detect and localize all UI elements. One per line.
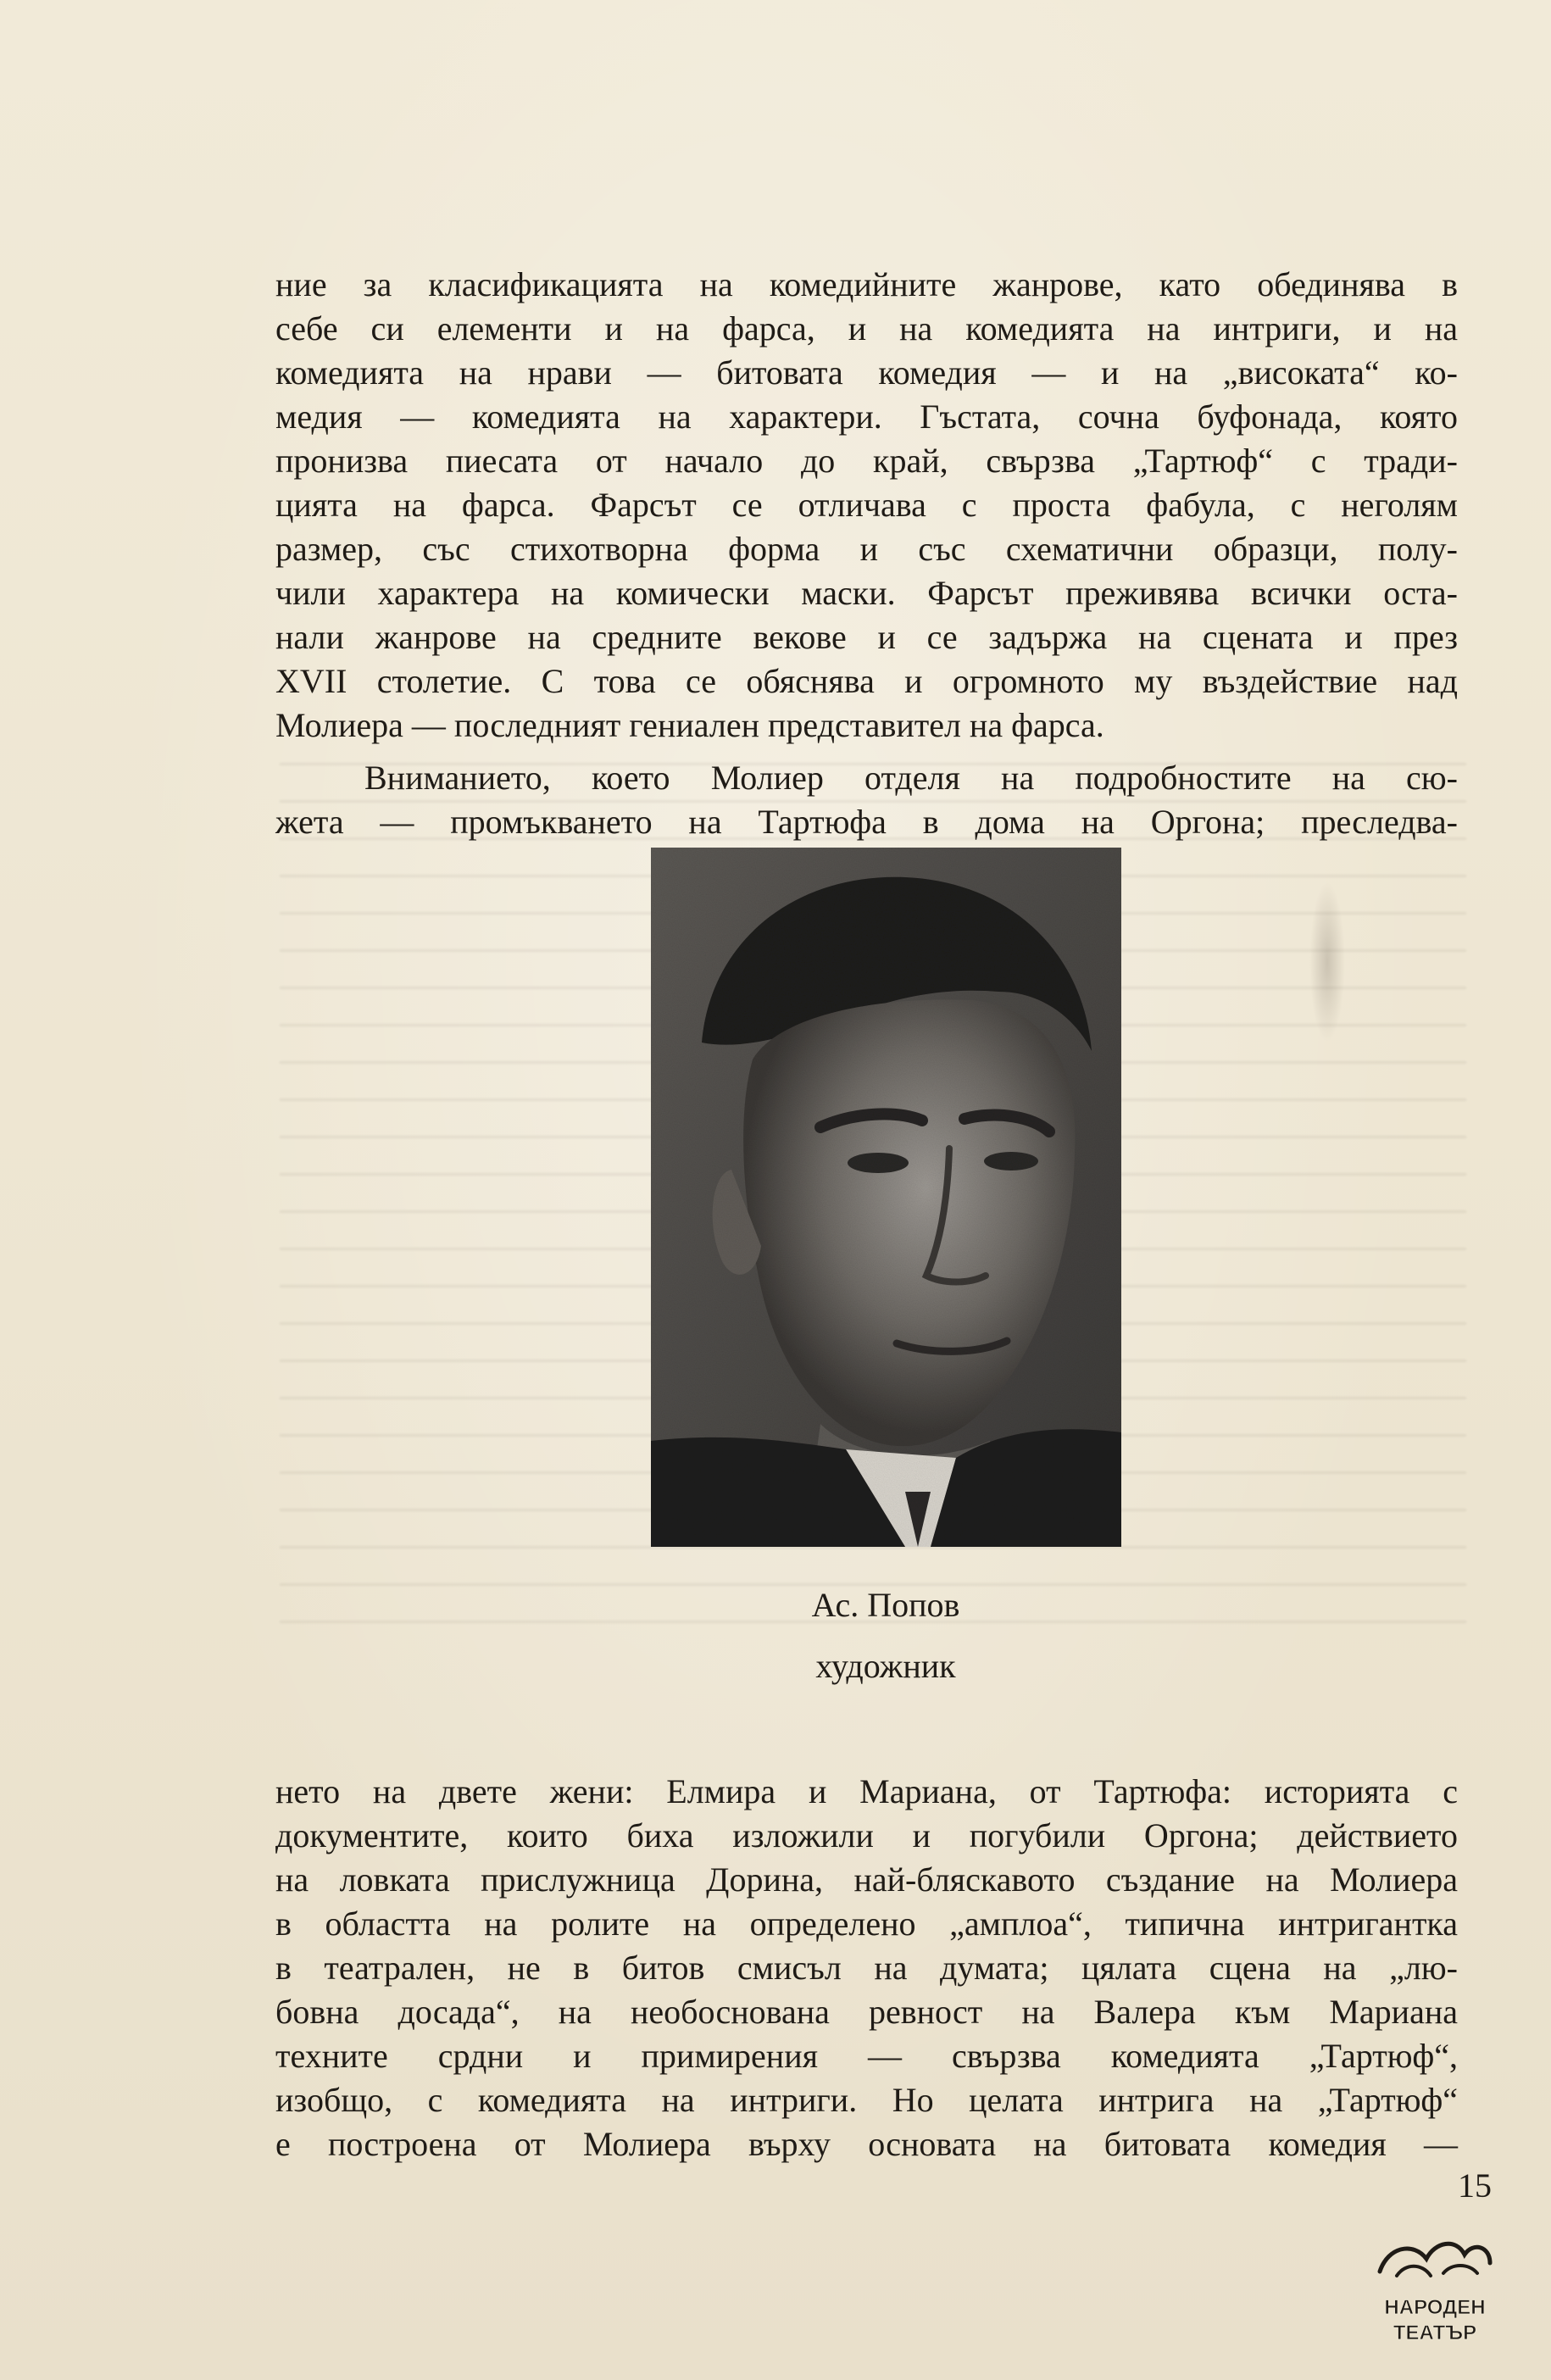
bottom-text-block [275,1770,1458,2166]
text-line: себе си елементи и на фарса, и на комедията на интриги, и на [275,309,1458,348]
text-line: цията на фарса. Фарсът се отличава с проста фабула, с неголям [275,486,1458,524]
text-line: бовна досада“, на необоснована ревност на Валера към Мариана [275,1993,1458,2031]
text-line: Молиера — последният гениален представител на фарса. [275,706,1104,744]
text-line: медия — комедията на характери. Гъстата, сочна буфонада, която [275,398,1458,436]
page-number: 15 [1458,2166,1492,2205]
text-line: пронизва пиесата от начало до край, свързва „Тартюф“ с тради- [275,442,1458,480]
portrait-photo [651,848,1121,1547]
text-line: в театрален, не в битов смисъл на думата; цялата сцена на „лю- [275,1949,1458,1987]
text-line: в областта на ролите на определено „амплоа“, типична интригантка [275,1905,1458,1943]
text-line: е построена от Молиера върху основата на битовата комедия — [275,2125,1458,2163]
text-line: техните срдни и примирения — свързва комедията „Тартюф“, [275,2037,1458,2075]
text-line: XVII столетие. С това се обяснява и огромното му въздействие над [275,662,1458,700]
text-line: нето на двете жени: Елмира и Мариана, от Тартюфа: историята с [275,1772,1458,1810]
caption-name: Ас. Попов [811,1586,960,1624]
text-line: комедията на нрави — битовата комедия — и на „високата“ ко- [275,353,1458,392]
logo-text-top: НАРОДЕН [1384,2296,1486,2319]
text-line: нали жанрове на средните векове и се задържа на сцената и през [275,618,1458,656]
text-line: ние за класификацията на комедийните жанрове, като обединява в [275,265,1458,303]
caption-role: художник [815,1647,956,1685]
top-text-block [275,263,1458,844]
text-line: размер, със стихотворна форма и със схематични образци, полу- [275,530,1458,568]
text-line: Вниманието, което Молиер отделя на подробностите на сю- [364,759,1458,797]
paper-stain [1309,881,1345,1043]
text-line: жета — промъкването на Тартюфа в дома на Оргона; преследва- [275,803,1458,841]
text-line: изобщо, с комедията на интриги. Но целата интрига на „Тартюф“ [275,2081,1458,2119]
logo-text-bottom: ТЕАТЪР [1393,2322,1477,2344]
national-theatre-logo [1363,2238,1507,2348]
text-line: чили характера на комически маски. Фарсът преживява всички оста- [275,574,1458,612]
text-line: документите, които биха изложили и погубили Оргона; действието [275,1816,1458,1855]
text-line: на ловката прислужница Дорина, най-бляскавото създание на Молиера [275,1860,1458,1899]
